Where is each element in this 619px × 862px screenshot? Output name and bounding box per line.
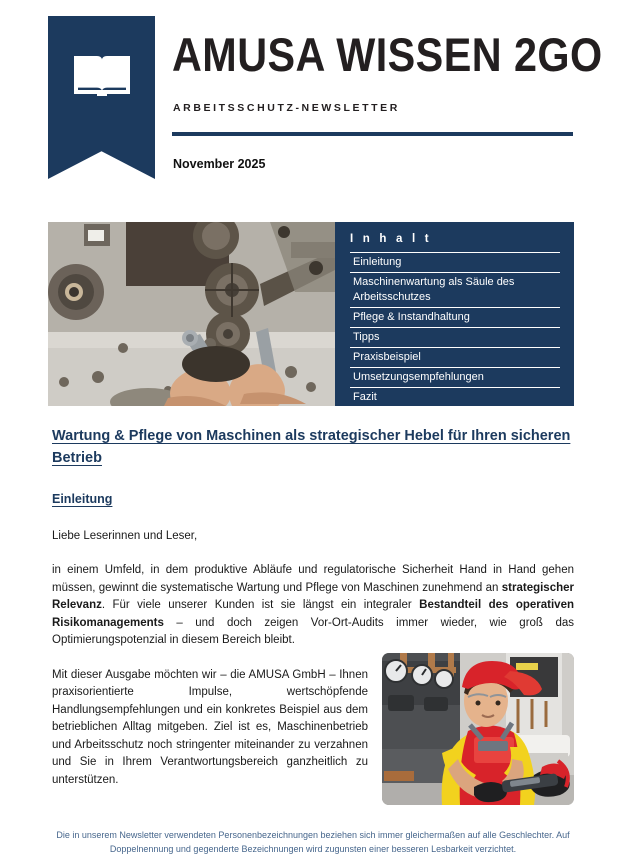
toc-item[interactable]: Einleitung [350, 253, 560, 273]
section-heading-einleitung: Einleitung [52, 492, 113, 506]
para1-part2: . Für viele unserer Kunden ist sie längst ein integraler [101, 599, 420, 611]
issue-date: November 2025 [173, 157, 266, 171]
toc-item[interactable]: Umsetzungsempfehlungen [350, 368, 560, 388]
newsletter-header [0, 0, 619, 200]
toc-item[interactable]: Fazit [350, 388, 560, 408]
hero-section [48, 222, 574, 406]
open-book-icon [48, 16, 155, 136]
para1-part1: in einem Umfeld, in dem produktive Abläufe und regulatorische Sicherheit Hand in Hand gehen müssen, gewinnt die systematische Wartung und Pflege von Maschinen zunehmend an [52, 564, 574, 594]
header-divider [172, 132, 573, 136]
table-of-contents [335, 222, 574, 406]
footer-disclaimer: Die in unserem Newsletter verwendeten Personenbezeichnungen beziehen sich immer gleichermaßen auf alle Geschlechter. Auf Doppelnennung und gegenderte Bezeichnungen wird zugunsten einer besseren Lesbarkeit verzichtet. [56, 830, 570, 854]
toc-title: I n h a l t [350, 233, 432, 245]
technician-photo [382, 653, 574, 805]
toc-item[interactable]: Praxisbeispiel [350, 348, 560, 368]
toc-item[interactable]: Maschinenwartung als Säule des Arbeitsschutzes [350, 273, 560, 308]
para1-bold1: strategischer Relevanz [52, 581, 574, 611]
article-title: Wartung & Pflege von Maschinen als strategischer Hebel für Ihren sicheren Betrieb [52, 428, 571, 466]
para1-part3: – und doch zeigen Vor-Ort-Audits immer wieder, wie groß das Optimierungspotenzial in diesem Bereich bleibt. [52, 616, 574, 646]
intro-paragraph-2: Mit dieser Ausgabe möchten wir – die AMUSA GmbH – Ihnen praxisorientierte Impulse, wertschöpfende Handlungsempfehlungen und ein konkretes Beispiel aus dem betrieblichen Alltag mitgeben. Ziel ist es, Maschinenbetrieb und Arbeitsschutz noch stringenter miteinander zu verzahnen und Sie in Ihrem Verantwortungsbereich ganzheitlich zu unterstützen. [52, 668, 368, 786]
toc-list [350, 252, 560, 408]
toc-item[interactable]: Pflege & Instandhaltung [350, 308, 560, 328]
intro-paragraph-1 [52, 562, 574, 650]
para1-bold2: Bestandteil des operativen Risikomanagements [52, 599, 574, 629]
article-body [52, 425, 574, 811]
toc-item[interactable]: Tipps [350, 328, 560, 348]
brand-title: AMUSA WISSEN 2GO [172, 28, 603, 81]
salutation: Liebe Leserinnen und Leser, [52, 530, 198, 542]
machine-maintenance-photo [48, 222, 335, 406]
brand-subtitle: ARBEITSSCHUTZ-NEWSLETTER [173, 102, 400, 114]
